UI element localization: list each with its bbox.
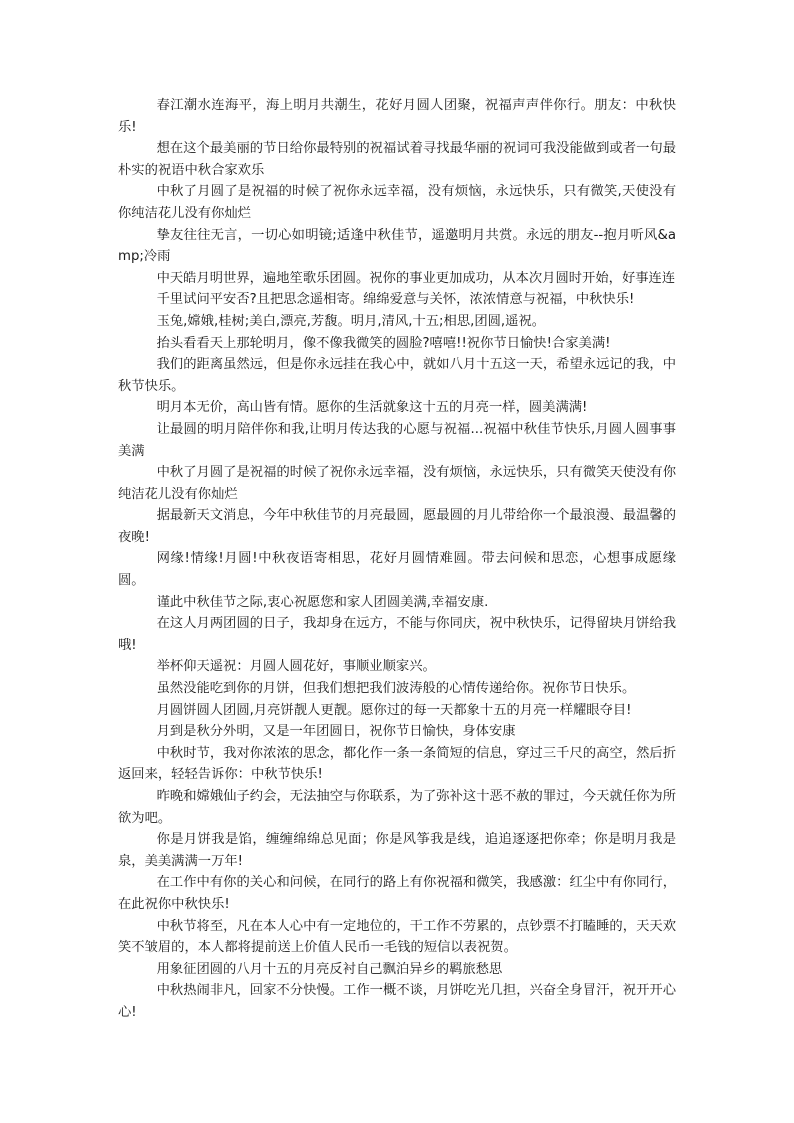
paragraph: 在这人月两团圆的日子，我却身在远方，不能与你同庆，祝中秋快乐，记得留块月饼给我哦! [118,616,676,653]
paragraph: 中秋了月圆了是祝福的时候了祝你永远幸福，没有烦恼，永远快乐，只有微笑,天使没有你纯洁花儿没有你灿烂 [118,184,676,221]
paragraph: 中秋热闹非凡，回家不分快慢。工作一概不谈，月饼吃光几担，兴奋全身冒汗，祝开开心心! [118,983,676,1020]
paragraph: 明月本无价，高山皆有情。愿你的生活就象这十五的月亮一样，圆美满满! [156,400,588,416]
paragraph: 谨此中秋佳节之际,衷心祝愿您和家人团圆美满,幸福安康. [156,594,489,610]
paragraph: 中天皓月明世界，遍地笙歌乐团圆。祝你的事业更加成功，从本次月圆时开始，好事连连 [156,270,676,286]
paragraph: 挚友往往无言，一切心如明镜;适逢中秋佳节，遥邀明月共赏。永远的朋友--抱月听风&amp;冷雨 [118,227,676,265]
paragraph: 你是月饼我是馅，缠缠绵绵总见面；你是风筝我是线，追追逐逐把你牵；你是明月我是泉，美美满满一万年! [118,832,676,869]
paragraph: 中秋节将至，凡在本人心中有一定地位的，干工作不劳累的，点钞票不打瞌睡的，天天欢笑不皱眉的，本人都将提前送上价值人民币一毛钱的短信以表祝贺。 [118,918,676,956]
paragraph: 春江潮水连海平，海上明月共潮生，花好月圆人团聚，祝福声声伴你行。朋友：中秋快乐! [118,98,676,135]
paragraph: 让最圆的明月陪伴你和我,让明月传达我的心愿与祝福...祝福中秋佳节快乐,月圆人圆事事美满 [118,421,676,459]
paragraph: 我们的距离虽然远，但是你永远挂在我心中，就如八月十五这一天，希望永远记的我，中秋节快乐。 [118,357,676,394]
paragraph: 网缘!情缘!月圆!中秋夜语寄相思，花好月圆情难圆。带去问候和思恋，心想事成愿缘圆。 [118,551,676,589]
paragraph: 用象征团圆的八月十五的月亮反衬自己飘泊异乡的羁旅愁思 [156,961,503,977]
paragraph: 千里试问平安否?且把思念遥相寄。绵绵爱意与关怀，浓浓情意与祝福，中秋快乐! [156,292,635,308]
paragraph: 月圆饼圆人团圆,月亮饼靓人更靓。愿你过的每一天都象十五的月亮一样耀眼夺目! [156,702,632,718]
paragraph: 想在这个最美丽的节日给你最特别的祝福试着寻找最华丽的祝词可我没能做到或者一句最朴实的祝语中秋合家欢乐 [118,141,676,178]
paragraph: 中秋了月圆了是祝福的时候了祝你永远幸福，没有烦恼，永远快乐，只有微笑天使没有你纯洁花儿没有你灿烂 [118,465,676,502]
paragraph: 虽然没能吃到你的月饼，但我们想把我们波涛般的心情传递给你。祝你节日快乐。 [156,681,636,697]
paragraph: 在工作中有你的关心和问候，在同行的路上有你祝福和微笑，我感激：红尘中有你同行，在此祝你中秋快乐! [118,875,676,912]
paragraph: 玉兔,嫦娥,桂树;美白,漂亮,芳馥。明月,清风,十五;相思,团圆,遥祝。 [156,313,546,329]
paragraph: 中秋时节，我对你浓浓的思念，都化作一条一条简短的信息，穿过三千尺的高空，然后折返回来，轻轻告诉你：中秋节快乐! [118,745,676,783]
paragraph: 月到是秋分外明，又是一年团圆日，祝你节日愉快，身体安康 [156,724,516,740]
paragraph: 举杯仰天遥祝：月圆人圆花好，事顺业顺家兴。 [156,659,436,675]
paragraph: 昨晚和嫦娥仙子约会，无法抽空与你联系，为了弥补这十恶不赦的罪过，今天就任你为所欲为吧。 [118,789,676,826]
paragraph: 抬头看看天上那轮明月，像不像我微笑的圆脸?嘻嘻!!祝你节日愉快!合家美满! [156,335,611,351]
paragraph: 据最新天文消息，今年中秋佳节的月亮最圆，愿最圆的月儿带给你一个最浪漫、最温馨的夜晚! [118,508,676,545]
document-body [118,95,676,1024]
